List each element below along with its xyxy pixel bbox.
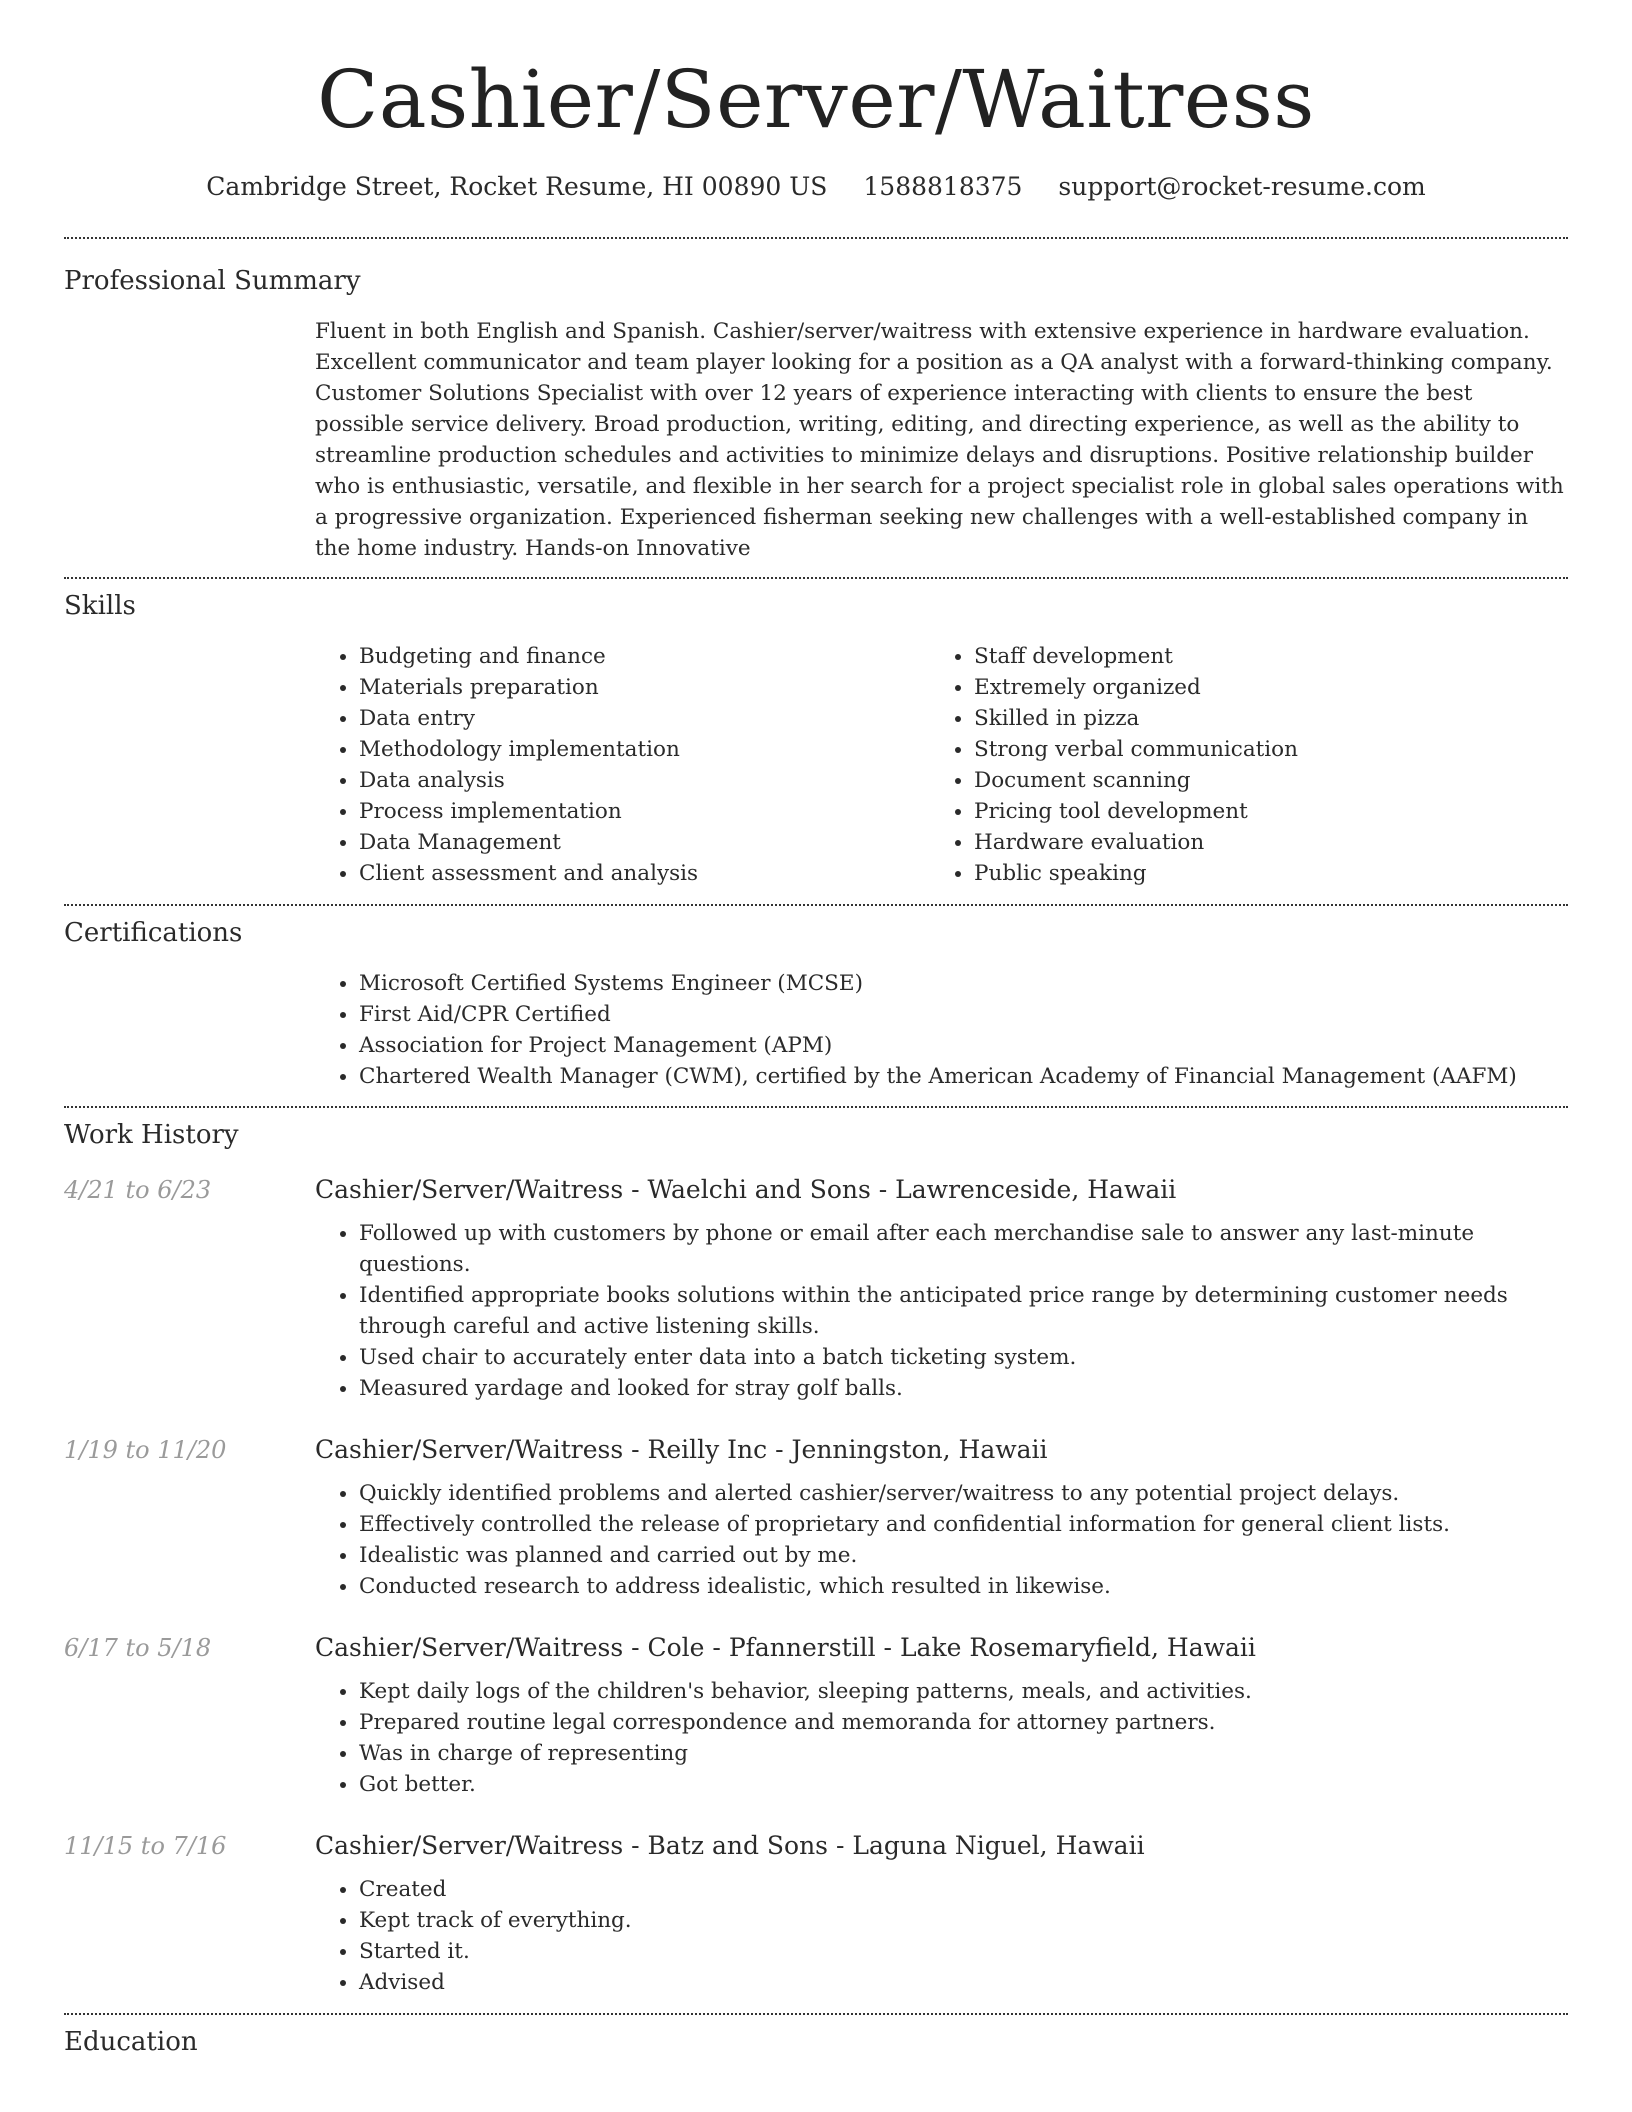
job-bullet: • Used chair to accurately enter data into a batch ticketing system. <box>359 1342 1568 1373</box>
job-bullet: • Kept daily logs of the children's behavior, sleeping patterns, meals, and activities. <box>359 1676 1568 1707</box>
skill-item: • Data entry <box>359 703 930 734</box>
job-entry <box>64 1174 1568 1404</box>
job-dates: 11/15 to 7/16 <box>64 1832 227 1860</box>
contact-address: Cambridge Street, Rocket Resume, HI 00890 US <box>206 172 828 201</box>
skills-column-left <box>315 641 930 889</box>
job-entry <box>64 1830 1568 2013</box>
skill-item: • Extremely organized <box>974 672 1545 703</box>
skill-item: • Data analysis <box>359 765 930 796</box>
job-body <box>315 1434 1568 1602</box>
skill-item: • Document scanning <box>974 765 1545 796</box>
contact-phone: 1588818375 <box>863 172 1023 201</box>
certifications-section <box>64 906 1568 1106</box>
job-bullets <box>315 1676 1568 1800</box>
job-title: Cashier/Server/Waitress - Batz and Sons - Laguna Niguel, Hawaii <box>315 1831 1145 1860</box>
job-bullet: • Got better. <box>359 1769 1568 1800</box>
resume-header <box>64 0 1568 204</box>
certification-item: • Association for Project Management (APM) <box>359 1030 1568 1061</box>
skill-item: • Hardware evaluation <box>974 827 1545 858</box>
job-bullet: • Prepared routine legal correspondence and memoranda for attorney partners. <box>359 1707 1568 1738</box>
job-body <box>315 1830 1568 1998</box>
education-title: Education <box>64 2027 198 2057</box>
job-title: Cashier/Server/Waitress - Reilly Inc - Jenningston, Hawaii <box>315 1435 1048 1464</box>
skill-item: • Materials preparation <box>359 672 930 703</box>
skill-item: • Pricing tool development <box>974 796 1545 827</box>
job-bullet: • Idealistic was planned and carried out by me. <box>359 1540 1568 1571</box>
job-dates: 1/19 to 11/20 <box>64 1436 227 1464</box>
job-bullet: • Conducted research to address idealistic, which resulted in likewise. <box>359 1571 1568 1602</box>
certifications-title: Certifications <box>64 918 243 948</box>
skill-item: • Strong verbal communication <box>974 734 1545 765</box>
candidate-name: Cashier/Server/Waitress <box>317 53 1315 146</box>
contact-line <box>64 170 1568 204</box>
certification-item: • Microsoft Certified Systems Engineer (MCSE) <box>359 968 1568 999</box>
job-bullet: • Quickly identified problems and alerted cashier/server/waitress to any potential project delays. <box>359 1478 1568 1509</box>
certification-item: • First Aid/CPR Certified <box>359 999 1568 1030</box>
job-bullet: • Created <box>359 1874 1568 1905</box>
job-body <box>315 1632 1568 1800</box>
skill-item: • Client assessment and analysis <box>359 858 930 889</box>
skill-item: • Public speaking <box>974 858 1545 889</box>
job-bullet: • Followed up with customers by phone or email after each merchandise sale to answer any last-minute questions. <box>359 1218 1568 1280</box>
skills-column-right <box>930 641 1545 889</box>
job-entry <box>64 1632 1568 1800</box>
skills-content <box>315 641 1568 904</box>
skill-item: • Skilled in pizza <box>974 703 1545 734</box>
job-title: Cashier/Server/Waitress - Cole - Pfannerstill - Lake Rosemaryfield, Hawaii <box>315 1633 1256 1662</box>
work-history-title: Work History <box>64 1120 239 1150</box>
skill-item: • Staff development <box>974 641 1545 672</box>
job-bullets <box>315 1874 1568 1998</box>
skill-item: • Methodology implementation <box>359 734 930 765</box>
job-bullet: • Effectively controlled the release of proprietary and confidential information for general client lists. <box>359 1509 1568 1540</box>
skill-item: • Process implementation <box>359 796 930 827</box>
certifications-content <box>315 968 1568 1106</box>
job-bullet: • Kept track of everything. <box>359 1905 1568 1936</box>
contact-email: support@rocket-resume.com <box>1058 172 1426 201</box>
summary-content <box>315 316 1568 577</box>
skills-list-right <box>930 641 1545 889</box>
certification-item: • Chartered Wealth Manager (CWM), certified by the American Academy of Financial Management (AAFM) <box>359 1061 1568 1092</box>
skills-section <box>64 579 1568 904</box>
summary-section <box>64 239 1568 577</box>
job-bullet: • Identified appropriate books solutions within the anticipated price range by determining customer needs through careful and active listening skills. <box>359 1280 1568 1342</box>
skills-list-left <box>315 641 930 889</box>
job-title: Cashier/Server/Waitress - Waelchi and Sons - Lawrenceside, Hawaii <box>315 1175 1177 1204</box>
job-body <box>315 1174 1568 1404</box>
job-entry <box>64 1434 1568 1602</box>
skills-title: Skills <box>64 591 136 621</box>
skill-item: • Data Management <box>359 827 930 858</box>
job-bullet: • Advised <box>359 1967 1568 1998</box>
job-bullet: • Was in charge of representing <box>359 1738 1568 1769</box>
summary-text: Fluent in both English and Spanish. Cashier/server/waitress with extensive experience in hardware evaluation. Excellent communicator and team player looking for a position as a QA analyst with a forward-thinking company. Customer Solutions Specialist with over 12 years of experience interacting with clients to ensure the best possible service delivery. Broad production, writing, editing, and directing experience, as well as the ability to streamline production schedules and activities to minimize delays and disruptions. Positive relationship builder who is enthusiastic, versatile, and flexible in her search for a project specialist role in global sales operations with a progressive organization. Experienced fisherman seeking new challenges with a well-established company in the home industry. Hands-on Innovative <box>315 319 1564 561</box>
job-bullets <box>315 1478 1568 1602</box>
skill-item: • Budgeting and finance <box>359 641 930 672</box>
education-section <box>64 2015 1568 2059</box>
summary-title: Professional Summary <box>64 266 361 296</box>
work-history-section <box>64 1108 1568 2013</box>
job-bullet: • Started it. <box>359 1936 1568 1967</box>
job-bullets <box>315 1218 1568 1404</box>
job-dates: 4/21 to 6/23 <box>64 1176 212 1204</box>
job-dates: 6/17 to 5/18 <box>64 1634 212 1662</box>
skills-grid <box>315 641 1568 889</box>
resume-page <box>64 0 1568 2059</box>
job-bullet: • Measured yardage and looked for stray golf balls. <box>359 1373 1568 1404</box>
certifications-list <box>315 968 1568 1092</box>
